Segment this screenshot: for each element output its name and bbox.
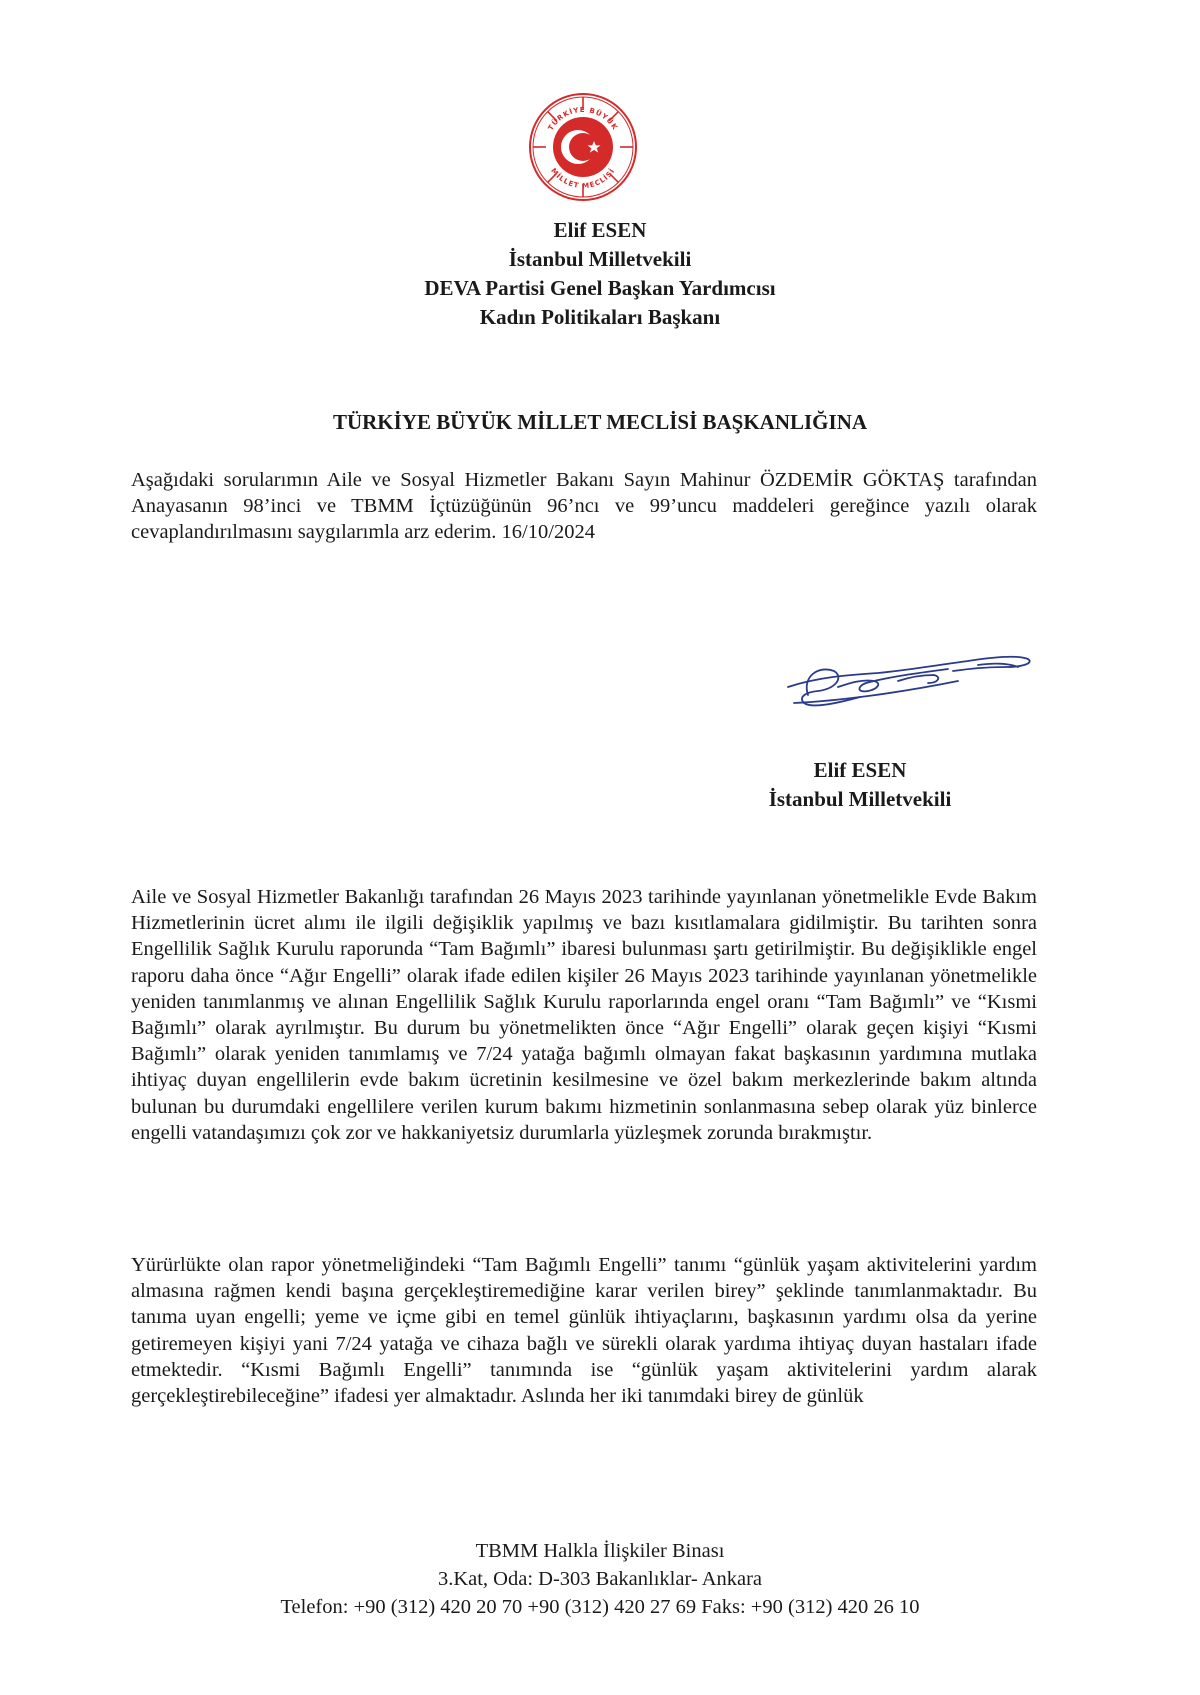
svg-text:MİLLET MECLİSİ: MİLLET MECLİSİ	[549, 166, 617, 191]
footer-contact: Telefon: +90 (312) 420 20 70 +90 (312) 420 27 69 Faks: +90 (312) 420 26 10	[280, 1596, 920, 1618]
body-paragraph-1: Aile ve Sosyal Hizmetler Bakanlığı tarafından 26 Mayıs 2023 tarihinde yayınlanan yönetmelikle Evde Bakım Hizmetlerinin ücret alımı ile ilgili değişiklik yapılmış ve bazı kısıtlamalara gidilmiştir. Bu tarihten sonra Engellilik Sağlık Kurulu raporunda “Tam Bağımlı” ibaresi bulunması şartı getirilmiştir. Bu değişiklikle engel raporu daha önce “Ağır Engelli” olarak ifade edilen kişiler 26 Mayıs 2023 tarihinde yayınlanan yönetmelikle yeniden tanımlanmış ve alınan Engellilik Sağlık Kurulu raporlarında engel oranı “Tam Bağımlı” ve “Kısmi Bağımlı” olarak ayrılmıştır. Bu durum bu yönetmelikten önce “Ağır Engelli” olarak geçen kişiyi “Kısmi Bağımlı” olarak yeniden tanımlamış ve 7/24 yatağa bağımlı olmayan fakat başkasının yardımına mutlaka ihtiyaç duyan engellilerin evde bakım ücretinin kesilmesine ve özel bakım merkezlerinde bakım altında bulunan bu durumdaki engellilere verilen kurum bakımı hizmetinin sonlanmasına sebep olarak yüz binlerce engelli vatandaşımızı çok zor ve hakkaniyetsiz durumlarla yüzleşmek zorunda bırakmıştır.	[131, 886, 1037, 1144]
signatory-block	[700, 756, 1020, 814]
intro-paragraph: Aşağıdaki sorularımın Aile ve Sosyal Hizmetler Bakanı Sayın Mahinur ÖZDEMİR GÖKTAŞ tarafından Anayasanın 98’inci ve TBMM İçtüzüğünün 96’ncı ve 99’uncu maddeleri gereğince yazılı olarak cevaplandırılmasını saygılarımla arz ederim. 16/10/2024	[131, 469, 1037, 544]
footer-office: 3.Kat, Oda: D-303 Bakanlıklar- Ankara	[437, 1568, 763, 1590]
tbmm-seal-logo	[528, 92, 638, 202]
sender-department: Kadın Politikaları Başkanı	[479, 305, 721, 329]
sender-title: İstanbul Milletvekili	[508, 247, 692, 271]
sender-name: Elif ESEN	[553, 218, 647, 242]
addressee-heading: TÜRKİYE BÜYÜK MİLLET MECLİSİ BAŞKANLIĞINA	[332, 410, 868, 434]
body-paragraph-2: Yürürlükte olan rapor yönetmeliğindeki “Tam Bağımlı Engelli” tanımı “günlük yaşam aktivitelerini yardım almasına rağmen kendi başına gerçekleştiremediğine karar verilen birey” şeklinde tanımlanmaktadır. Bu tanıma uyan engelli; yeme ve içme gibi en temel günlük ihtiyaçlarını, başkasının yardımı olsa da yerine getiremeyen kişiyi yani 7/24 yatağa ve cihaza bağlı ve sürekli olarak yardıma ihtiyaç duyan hastaları ifade etmektedir. “Kısmi Bağımlı Engelli” tanımında ise “günlük yaşam aktivitelerini yardım alarak gerçekleştirebileceğine” ifadesi yer almaktadır. Aslında her iki tanımdaki birey de günlük	[131, 1254, 1037, 1408]
signatory-title: İstanbul Milletvekili	[768, 787, 952, 811]
signatory-name: Elif ESEN	[813, 758, 907, 782]
page-footer	[0, 1537, 1200, 1621]
svg-text:TÜRKİYE BÜYÜK: TÜRKİYE BÜYÜK	[546, 105, 620, 132]
sender-party-role: DEVA Partisi Genel Başkan Yardımcısı	[424, 276, 776, 300]
footer-building: TBMM Halkla İlişkiler Binası	[475, 1540, 725, 1562]
handwritten-signature	[778, 637, 1038, 717]
sender-header	[0, 216, 1200, 332]
